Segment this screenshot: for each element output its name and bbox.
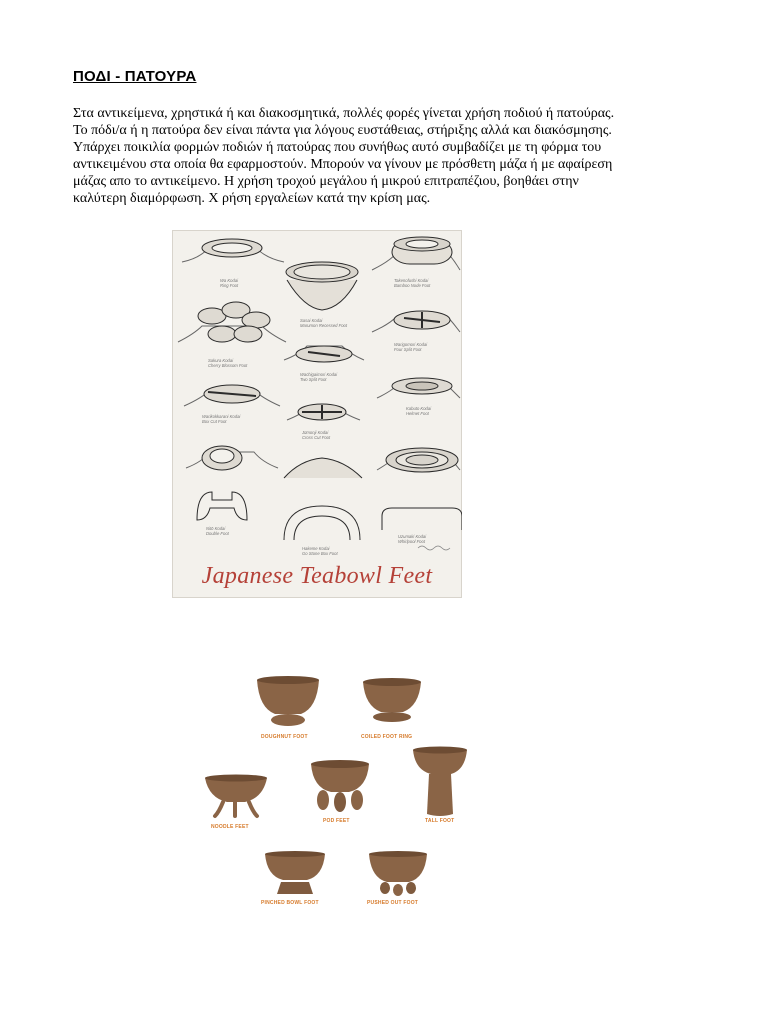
caption-name: Hakeme Kodai: [302, 546, 330, 551]
caption-name: Sasai Kodai: [300, 318, 323, 323]
paragraph-line: αντικειμένου στα οποία θα εφαρμοστούν. Μπορούν να γίνουν με πρόσθετη μάζα ή με αφαίρεση: [73, 157, 613, 172]
caption-translation: Marumon Recessed Foot: [300, 323, 348, 328]
coiled-foot-ring-bowl: [357, 670, 427, 740]
caption-translation: Cherry Blossom Foot: [208, 363, 248, 368]
pushed-out-foot-bowl: [365, 850, 435, 905]
helmet-foot-sketch: [377, 378, 460, 398]
caption-translation: Double Foot: [206, 531, 229, 536]
bowl-label: PINCHED BOWL FOOT: [261, 900, 319, 906]
caption-translation: Helmet Foot: [406, 411, 429, 416]
paragraph-line: μάζας απο το αντικείμενο. Η χρήση τροχού μεγάλου ή μικρού επιτραπέζιου, βοηθάει στην: [73, 174, 579, 189]
cross-cut-foot-sketch: [287, 404, 360, 420]
tall-foot-bowl: [407, 744, 477, 825]
caption-name: Nitō Kodai: [206, 526, 226, 531]
caption-name: Kabuto Kodai: [406, 406, 432, 411]
caption-translation: Two Split Foot: [300, 377, 327, 382]
noodle-feet-bowl: [201, 772, 271, 830]
bowl-label: PUSHED OUT FOOT: [367, 900, 419, 906]
two-split-foot-sketch: [284, 346, 364, 362]
paragraph-line: καλύτερη διαμόρφωση. Χ ρήση εργαλείων κατά την κρίση μας.: [73, 191, 431, 206]
paragraph-line: Υπάρχει ποικιλία φορμών ποδιών ή πατούρας που συνήθως αυτό συμβαδίζει με τη φόρμα του: [73, 140, 602, 155]
teabowl-feet-poster: [172, 230, 462, 598]
caption-name: Uzumaki Kodai: [398, 534, 427, 539]
caption-translation: Cross Cut Foot: [302, 435, 331, 440]
pinched-bowl-foot-bowl: [261, 850, 331, 905]
caption-translation: Bamboo Node Foot: [394, 283, 431, 288]
caption-name: Wa Kodai: [220, 278, 239, 283]
bowl-examples: [195, 660, 485, 920]
caption-name: Warigomori Kodai: [394, 342, 428, 347]
four-split-foot-sketch: [372, 311, 460, 332]
whirlpool-foot-sketch: [377, 448, 462, 530]
ring-foot-sketch: [182, 239, 284, 262]
caption-name: Jūmonji Kodai: [302, 430, 329, 435]
signature-scribble: [418, 546, 450, 550]
bowl-label: DOUGHNUT FOOT: [261, 734, 308, 740]
go-stone-box-foot-sketch: [284, 458, 362, 540]
recessed-foot-sketch: [286, 262, 358, 310]
document-title: ΠΟΔΙ - ΠΑΤΟΥΡΑ: [73, 68, 197, 85]
caption-translation: Four Split Foot: [394, 347, 422, 352]
pod-feet-bowl: [305, 756, 375, 824]
body-paragraph: [73, 105, 693, 207]
caption-translation: Box Cut Foot: [202, 419, 227, 424]
doughnut-foot-bowl: [253, 670, 323, 740]
poster-title: Japanese Teabowl Feet: [201, 563, 433, 589]
caption-name: Warikokkarani Kodai: [202, 414, 241, 419]
paragraph-line: Στα αντικείμενα, χρηστικά ή και διακοσμητικά, πολλές φορές γίνεται χρήση ποδιού ή πατούρας.: [73, 106, 615, 121]
bowl-label: TALL FOOT: [425, 818, 455, 824]
caption-translation: Go Stone Box Foot: [302, 551, 338, 556]
caption-name: Wachigaimori Kodai: [300, 372, 338, 377]
caption-translation: Whirlpool Foot: [398, 539, 425, 544]
bamboo-node-foot-sketch: [372, 237, 460, 270]
cherry-blossom-foot-sketch: [178, 302, 286, 342]
bowl-label: POD FEET: [323, 818, 350, 824]
bowl-label: NOODLE FEET: [211, 824, 249, 830]
poster-sketches: [172, 230, 462, 598]
caption-name: Sakura Kodai: [208, 358, 234, 363]
paragraph-line: Το πόδι/α ή η πατούρα δεν είναι πάντα για λόγους ευστάθειας, στήριξης αλλά και διακόσμησης.: [73, 123, 612, 138]
caption-translation: Ring Foot: [220, 283, 239, 288]
box-cut-foot-sketch: [184, 385, 280, 406]
double-foot-sketch: [186, 446, 278, 520]
bowl-label: COILED FOOT RING: [361, 734, 413, 740]
caption-name: Takenofushi Kodai: [394, 278, 429, 283]
